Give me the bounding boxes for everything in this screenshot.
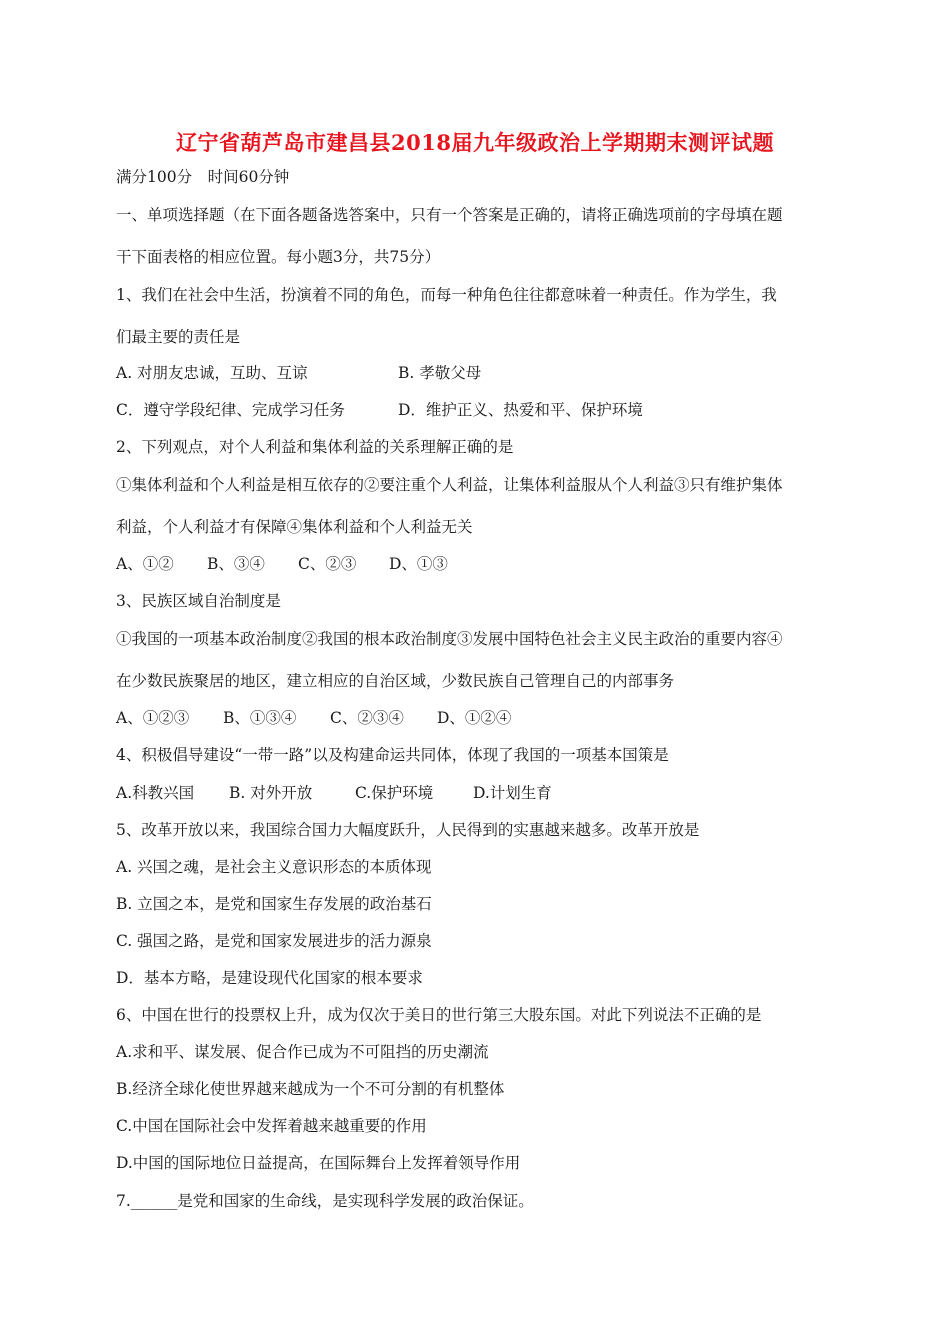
q1-option-d: D．维护正义、热爱和平、保护环境: [398, 401, 643, 419]
q3-stem-line-1: 3、民族区域自治制度是: [116, 592, 281, 610]
q3-stem-line-3: 在少数民族聚居的地区，建立相应的自治区域，少数民族自己管理自己的内部事务: [116, 672, 675, 690]
q1-stem-line-1: 1、我们在社会中生活，扮演着不同的角色，而每一种角色往往都意味着一种责任。作为学生，我: [116, 286, 777, 304]
q6-stem: 6、中国在世行的投票权上升，成为仅次于美日的世行第三大股东国。对此下列说法不正确的是: [116, 1006, 762, 1024]
q4-option-d: D.计划生育: [473, 784, 552, 802]
q4-option-c: C.保护环境: [355, 784, 434, 802]
q3-option-d: D、①②④: [437, 709, 512, 727]
q4-option-a: A.科教兴国: [116, 784, 195, 802]
q5-option-a: A. 兴国之魂，是社会主义意识形态的本质体现: [116, 858, 432, 876]
q1-option-c: C．遵守学段纪律、完成学习任务: [116, 401, 345, 419]
q3-option-a: A、①②③: [116, 709, 190, 727]
q3-option-c: C、②③④: [330, 709, 404, 727]
section-1-instructions-line-1: 一、单项选择题（在下面各题备选答案中，只有一个答案是正确的，请将正确选项前的字母填在题: [116, 206, 783, 224]
q5-stem: 5、改革开放以来，我国综合国力大幅度跃升，人民得到的实惠越来越多。改革开放是: [116, 821, 700, 839]
q6-option-a: A.求和平、谋发展、促合作已成为不可阻挡的历史潮流: [116, 1043, 489, 1061]
q2-stem-line-2: ①集体利益和个人利益是相互依存的②要注重个人利益，让集体利益服从个人利益③只有维护集体: [116, 476, 783, 494]
q5-option-b: B. 立国之本，是党和国家生存发展的政治基石: [116, 895, 432, 913]
q2-option-b: B、③④: [207, 555, 265, 573]
q6-option-c: C.中国在国际社会中发挥着越来越重要的作用: [116, 1117, 427, 1135]
q4-option-b: B. 对外开放: [229, 784, 313, 802]
q5-option-d: D．基本方略，是建设现代化国家的根本要求: [116, 969, 423, 987]
q1-option-b: B. 孝敬父母: [398, 364, 482, 382]
q2-options-row: [116, 554, 448, 574]
q3-options-row: [116, 708, 511, 728]
q5-option-c: C. 强国之路，是党和国家发展进步的活力源泉: [116, 932, 432, 950]
q1-options-row-2: [116, 400, 643, 420]
q3-stem-line-2: ①我国的一项基本政治制度②我国的根本政治制度③发展中国特色社会主义民主政治的重要内容④: [116, 630, 783, 648]
q4-options-row: [116, 783, 552, 803]
document-title: 辽宁省葫芦岛市建昌县2018届九年级政治上学期期末测评试题: [176, 130, 774, 155]
q6-option-d: D.中国的国际地位日益提高，在国际舞台上发挥着领导作用: [116, 1154, 521, 1172]
q1-option-a: A. 对朋友忠诚，互助、互谅: [116, 364, 308, 382]
q2-option-c: C、②③: [298, 555, 357, 573]
q2-stem-line-3: 利益，个人利益才有保障④集体利益和个人利益无关: [116, 518, 473, 536]
section-1-instructions-line-2: 干下面表格的相应位置。每小题3分，共75分）: [116, 248, 441, 266]
q2-option-d: D、①③: [389, 555, 448, 573]
q1-options-row-1: [116, 363, 481, 383]
exam-meta: 满分100分 时间60分钟: [116, 168, 290, 186]
q7-stem: 7.______是党和国家的生命线，是实现科学发展的政治保证。: [116, 1192, 534, 1210]
q4-stem: 4、积极倡导建设“一带一路”以及构建命运共同体，体现了我国的一项基本国策是: [116, 746, 669, 764]
q2-option-a: A、①②: [116, 555, 174, 573]
q6-option-b: B.经济全球化使世界越来越成为一个不可分割的有机整体: [116, 1080, 505, 1098]
q1-stem-line-2: 们最主要的责任是: [116, 328, 241, 346]
q3-option-b: B、①③④: [223, 709, 297, 727]
q2-stem-line-1: 2、下列观点，对个人利益和集体利益的关系理解正确的是: [116, 438, 514, 456]
